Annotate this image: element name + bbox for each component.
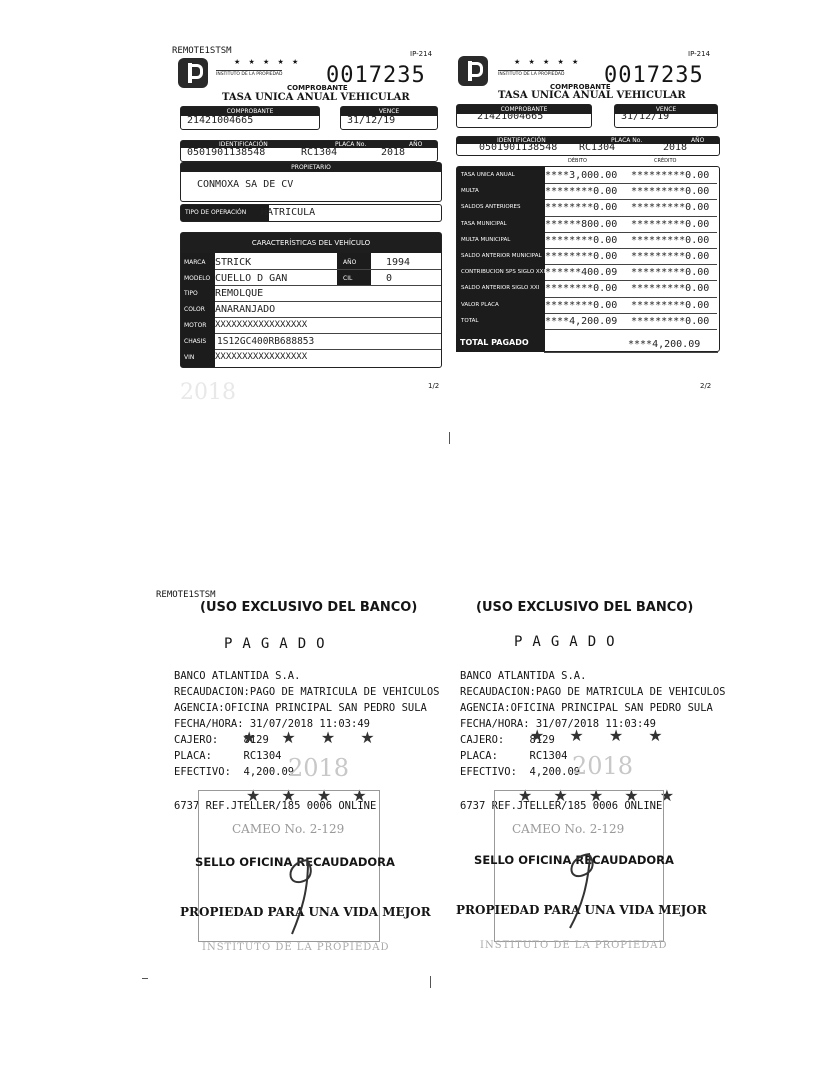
cajero: CAJERO: 8129	[460, 734, 555, 746]
fecha-hora: FECHA/HORA: 31/07/2018 11:03:49	[460, 718, 656, 730]
charge-credito: *********0.00	[631, 267, 710, 279]
charge-label: MULTA MUNICIPAL	[461, 236, 511, 243]
marca-value: STRICK	[215, 257, 252, 268]
charge-debito: ********0.00	[545, 283, 618, 295]
chasis-value: 1S12GC400RB688853	[217, 336, 315, 347]
charge-rule	[545, 183, 717, 184]
charge-credito: *********0.00	[631, 170, 710, 181]
vence-field-value: 31/12/19	[621, 111, 670, 122]
stars-icon: ★ ★ ★ ★	[242, 728, 385, 747]
charge-rule	[545, 280, 717, 281]
vence-field-label: VENCE	[341, 107, 437, 116]
tipo-value: REMOLQUE	[215, 288, 264, 299]
placa: PLACA: RC1304	[174, 750, 282, 762]
charge-credito: *********0.00	[631, 283, 710, 295]
charge-debito: ****3,000.00	[545, 170, 618, 181]
comprobante-caption: COMPROBANTE	[287, 84, 348, 92]
charge-credito: *********0.00	[631, 218, 710, 230]
charges-table	[456, 166, 720, 352]
rule	[215, 349, 441, 350]
vence-field	[340, 106, 438, 130]
propiedad-slogan: PROPIEDAD PARA UNA VIDA MEJOR	[180, 905, 431, 919]
placa-label: PLACA No.	[335, 141, 367, 148]
placa: PLACA: RC1304	[460, 750, 568, 762]
color-value: ANARANJADO	[215, 304, 276, 315]
charge-debito: ********0.00	[545, 299, 618, 311]
bank-name: BANCO ATLANTIDA S.A.	[460, 670, 587, 682]
identificacion-value: 0501901138548	[479, 142, 558, 153]
ano-label: AÑO	[409, 141, 423, 148]
vin-label: VIN	[184, 354, 195, 361]
rule	[215, 333, 441, 334]
charge-label: CONTRIBUCION SPS SIGLO XXI	[461, 269, 546, 276]
tipo-operacion-field	[180, 204, 442, 222]
charge-debito: ****4,200.09	[545, 315, 618, 327]
rule	[215, 317, 441, 318]
credito-label: CRÉDITO	[654, 158, 677, 164]
vence-field-value: 31/12/19	[347, 115, 396, 126]
charge-debito: ******800.00	[545, 218, 618, 230]
charge-label: TASA MUNICIPAL	[461, 220, 507, 227]
bank-stamp-left	[156, 590, 440, 960]
tipo-label: TIPO	[184, 290, 198, 297]
charge-rule	[545, 216, 717, 217]
comprobante-number: 0017235	[326, 63, 426, 88]
vehicle-ano-label: AÑO	[343, 259, 357, 266]
scan-mark	[142, 978, 148, 979]
vence-field-label: VENCE	[615, 105, 717, 114]
cameo-text: CAMEO No. 2-129	[232, 822, 345, 836]
placa-label: PLACA No.	[611, 137, 643, 144]
charge-debito: ******400.09	[545, 267, 618, 279]
doc-title: TASA UNICA ANUAL VEHICULAR	[222, 92, 410, 103]
charge-label: TOTAL	[461, 317, 479, 324]
signature-icon	[274, 850, 334, 940]
charge-credito: *********0.00	[631, 315, 710, 327]
recaudacion: RECAUDACION:PAGO DE MATRICULA DE VEHICULOS	[460, 686, 726, 698]
ano-label: AÑO	[691, 137, 705, 144]
comprobante-field-value: 21421004665	[187, 115, 254, 126]
charge-credito: *********0.00	[631, 299, 710, 311]
doc-title: TASA UNICA ANUAL VEHICULAR	[498, 90, 686, 101]
comprobante-field-value: 21421004665	[477, 111, 544, 122]
chasis-label: CHASIS	[184, 338, 207, 345]
marca-label: MARCA	[184, 259, 206, 266]
stars-icon: ★ ★ ★ ★	[530, 726, 673, 745]
charge-credito: *********0.00	[631, 186, 710, 198]
rule	[544, 352, 718, 353]
charge-label: SALDO ANTERIOR MUNICIPAL	[461, 253, 542, 259]
comprobante-field-label: COMPROBANTE	[457, 105, 591, 114]
institute-name: INSTITUTO DE LA PROPIEDAD	[498, 72, 565, 77]
identification-field	[456, 136, 720, 156]
instituto-text: INSTITUTO DE LA PROPIEDAD	[202, 942, 390, 953]
charge-debito: ********0.00	[545, 202, 618, 214]
efectivo: EFECTIVO: 4,200.09	[460, 766, 581, 778]
cil-value: 0	[386, 273, 393, 284]
charge-debito: ********0.00	[545, 186, 618, 198]
motor-value: XXXXXXXXXXXXXXXXX	[215, 320, 308, 330]
tipo-operacion-label: TIPO DE OPERACIÓN	[181, 205, 269, 221]
charge-rule	[545, 199, 717, 200]
teller-ref: 6737 REF.JTELLER/185 0006 ONLINE	[460, 800, 663, 812]
signature-icon	[554, 846, 614, 936]
receipt-left	[172, 44, 442, 405]
propietario-field	[180, 162, 442, 202]
form-code: IP-214	[410, 50, 433, 58]
cil-label: CIL	[343, 275, 353, 282]
debito-label: DÉBITO	[568, 158, 587, 164]
charge-label: VALOR PLACA	[461, 301, 499, 308]
identification-field	[180, 140, 438, 162]
identificacion-label: IDENTIFICACIÓN	[219, 141, 268, 148]
bank-name: BANCO ATLANTIDA S.A.	[174, 670, 301, 682]
placa-value: RC1304	[579, 142, 616, 153]
recaudacion: RECAUDACION:PAGO DE MATRICULA DE VEHICULOS	[174, 686, 440, 698]
sello-label: SELLO OFICINA RECAUDADORA	[474, 853, 674, 867]
rule	[215, 301, 441, 302]
propietario-value: CONMOXA SA DE CV	[197, 179, 294, 190]
identificacion-label: IDENTIFICACIÓN	[497, 137, 546, 144]
modelo-value: CUELLO D GAN	[215, 273, 288, 284]
tipo-operacion-value: MATRICULA	[261, 207, 316, 218]
modelo-label: MODELO	[184, 275, 211, 282]
propietario-label: PROPIETARIO	[181, 163, 441, 172]
stamp-ref-code: REMOTE1STSM	[156, 590, 216, 600]
charge-debito: ********0.00	[545, 251, 618, 262]
stars-icon: ★ ★ ★ ★ ★	[514, 58, 582, 66]
agencia: AGENCIA:OFICINA PRINCIPAL SAN PEDRO SULA	[174, 702, 427, 714]
stamp-title: (USO EXCLUSIVO DEL BANCO)	[476, 600, 694, 615]
comprobante-field	[456, 104, 592, 128]
scan-mark	[430, 976, 431, 988]
charge-rule	[545, 248, 717, 249]
institute-logo-icon	[178, 58, 208, 88]
institute-name: INSTITUTO DE LA PROPIEDAD	[216, 72, 283, 77]
rule	[215, 285, 441, 286]
teller-ref: 6737 REF.JTELLER/185 0006 ONLINE	[174, 800, 377, 812]
charge-rule	[545, 313, 717, 314]
charge-rule	[545, 264, 717, 265]
color-label: COLOR	[184, 306, 205, 313]
stars-icon: ★ ★ ★ ★ ★	[518, 786, 683, 805]
ref-code: REMOTE1STSM	[172, 46, 232, 56]
rule	[215, 269, 441, 270]
cameo-text: CAMEO No. 2-129	[512, 822, 625, 836]
comprobante-caption: COMPROBANTE	[550, 83, 611, 91]
charge-label: SALDOS ANTERIORES	[461, 204, 521, 211]
total-pagado-label: TOTAL PAGADO	[456, 334, 544, 352]
motor-label: MOTOR	[184, 322, 207, 329]
vin-value: XXXXXXXXXXXXXXXXX	[215, 352, 308, 362]
stamp-watermark-year: 2018	[572, 752, 634, 780]
vehicle-characteristics	[180, 232, 442, 368]
stars-icon: ★ ★ ★ ★ ★	[234, 58, 302, 66]
sello-label: SELLO OFICINA RECAUDADORA	[195, 855, 395, 869]
ano-value: 2018	[381, 147, 406, 158]
pagado-label: PAGADO	[224, 636, 335, 652]
bank-stamp-right	[442, 590, 732, 960]
charge-credito: *********0.00	[631, 251, 710, 262]
watermark-year: 2018	[180, 380, 236, 405]
vence-field	[614, 104, 718, 128]
charge-credito: *********0.00	[631, 202, 710, 214]
charge-credito: *********0.00	[631, 234, 710, 246]
page-number-right: 2/2	[700, 382, 712, 390]
comprobante-field-label: COMPROBANTE	[181, 107, 319, 116]
vehicle-ano-value: 1994	[386, 257, 411, 268]
vehicle-title: CARACTERÍSTICAS DEL VEHÍCULO	[181, 233, 441, 253]
pagado-label: PAGADO	[514, 634, 625, 650]
cajero: CAJERO: 8129	[174, 734, 269, 746]
charge-label: SALDO ANTERIOR SIGLO XXI	[461, 285, 540, 292]
propiedad-slogan: PROPIEDAD PARA UNA VIDA MEJOR	[456, 903, 707, 917]
charge-rule	[545, 329, 717, 330]
comprobante-field	[180, 106, 320, 130]
form-code: IP-214	[688, 50, 711, 58]
charge-label: MULTA	[461, 188, 479, 195]
placa-value: RC1304	[301, 147, 338, 158]
charge-rule	[545, 232, 717, 233]
charge-rule	[545, 297, 717, 298]
charge-label: TASA UNICA ANUAL	[461, 172, 515, 178]
comprobante-number: 0017235	[604, 63, 704, 88]
ano-value: 2018	[663, 142, 688, 153]
instituto-text: INSTITUTO DE LA PROPIEDAD	[480, 940, 668, 951]
agencia: AGENCIA:OFICINA PRINCIPAL SAN PEDRO SULA	[460, 702, 713, 714]
page-number-left: 1/2	[428, 382, 440, 390]
identificacion-value: 0501901138548	[187, 147, 266, 158]
stamp-title: (USO EXCLUSIVO DEL BANCO)	[200, 600, 418, 615]
stars-icon: ★ ★ ★ ★	[246, 786, 375, 805]
total-pagado-value: ****4,200.09	[628, 339, 701, 350]
efectivo: EFECTIVO: 4,200.09	[174, 766, 295, 778]
fecha-hora: FECHA/HORA: 31/07/2018 11:03:49	[174, 718, 370, 730]
stamp-watermark-year: 2018	[288, 754, 350, 782]
receipt-right	[452, 44, 724, 394]
institute-logo-icon	[458, 56, 488, 86]
charge-debito: ********0.00	[545, 234, 618, 246]
scan-mark	[449, 432, 450, 444]
